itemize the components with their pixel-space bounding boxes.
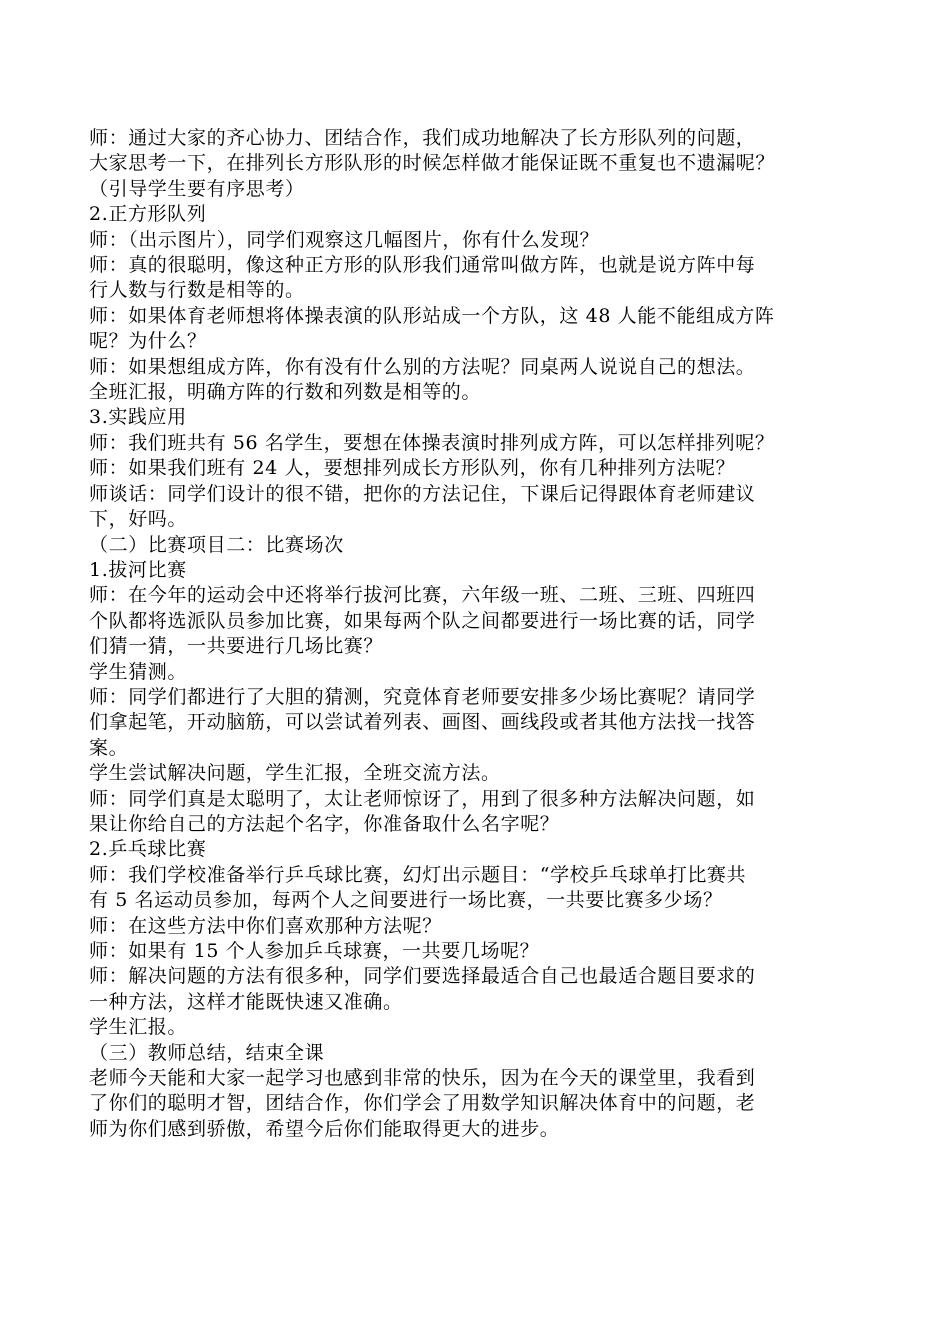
text-line: 学生汇报。 (89, 1016, 188, 1039)
text-line: 师：解决问题的方法有很多种，同学们要选择最适合自己也最适合题目要求的 (89, 965, 756, 988)
text-line: 师：通过大家的齐心协力、团结合作，我们成功地解决了长方形队列的问题， (89, 127, 756, 149)
section-heading: 2.乒乓球比赛 (89, 838, 207, 861)
text-line: 师：在这些方法中你们喜欢那种方法呢？ (89, 914, 442, 937)
text-line: 师：如果我们班有 24 人，要想排列成长方形队列，你有几种排列方法呢？ (89, 457, 736, 480)
text-line: 师：真的很聪明，像这种正方形的队形我们通常叫做方阵，也就是说方阵中每 (89, 254, 756, 277)
text-line: 师：如果体育老师想将体操表演的队形站成一个方队，这 48 人能不能组成方阵 (89, 304, 775, 327)
text-line: 师：我们班共有 56 名学生，要想在体操表演时排列成方阵，可以怎样排列呢？ (89, 431, 775, 454)
section-heading: （二）比赛项目二：比赛场次 (89, 533, 344, 556)
text-line: （引导学生要有序思考） (89, 177, 305, 200)
section-heading: （三）教师总结，结束全课 (89, 1041, 325, 1064)
text-line: 师：同学们真是太聪明了，太让老师惊讶了，用到了很多种方法解决问题，如 (89, 787, 756, 810)
text-line: 行人数与行数是相等的。 (89, 279, 305, 302)
text-line: 一种方法，这样才能既快速又准确。 (89, 990, 403, 1013)
text-line: 师谈话：同学们设计的很不错，把你的方法记住，下课后记得跟体育老师建议 (89, 482, 756, 505)
text-line: 个队都将选派队员参加比赛，如果每两个队之间都要进行一场比赛的话，同学 (89, 609, 756, 632)
text-line: 果让你给自己的方法起个名字，你准备取什么名字呢？ (89, 812, 560, 835)
text-line: 学生尝试解决问题，学生汇报，全班交流方法。 (89, 762, 501, 785)
text-line: 师：（出示图片），同学们观察这几幅图片，你有什么发现？ (89, 228, 600, 251)
text-line: 下，好吗。 (89, 508, 188, 531)
document-body (89, 126, 869, 1142)
section-heading: 2.正方形队列 (89, 203, 207, 226)
text-line: 呢？为什么？ (89, 330, 207, 353)
text-line: 有 5 名运动员参加，每两个人之间要进行一场比赛，一共要比赛多少场？ (89, 889, 723, 912)
text-line: 师为你们感到骄傲，希望今后你们能取得更大的进步。 (89, 1117, 560, 1140)
text-line: 全班汇报，明确方阵的行数和列数是相等的。 (89, 381, 482, 404)
section-heading: 3.实践应用 (89, 406, 187, 429)
text-line: 师：我们学校准备举行乒乓球比赛，幻灯出示题目：“学校乒乓球单打比赛共 (89, 863, 747, 886)
text-line: 师：在今年的运动会中还将举行拔河比赛，六年级一班、二班、三班、四班四 (89, 584, 756, 607)
text-line: 们猜一猜，一共要进行几场比赛？ (89, 635, 384, 658)
text-line: 大家思考一下，在排列长方形队形的时候怎样做才能保证既不重复也不遗漏呢？ (89, 152, 776, 175)
section-heading: 1.拔河比赛 (89, 558, 187, 581)
text-line: 们拿起笔，开动脑筋，可以尝试着列表、画图、画线段或者其他方法找一找答 (89, 711, 756, 734)
text-line: 师：如果想组成方阵，你有没有什么别的方法呢？同桌两人说说自己的想法。 (89, 355, 756, 378)
text-line: 案。 (89, 736, 129, 759)
text-line: 师：同学们都进行了大胆的猜测，究竟体育老师要安排多少场比赛呢？请同学 (89, 685, 756, 708)
text-line: 师：如果有 15 个人参加乒乓球赛，一共要几场呢？ (89, 940, 540, 962)
text-line: 学生猜测。 (89, 660, 188, 683)
text-line: 老师今天能和大家一起学习也感到非常的快乐，因为在今天的课堂里，我看到 (89, 1067, 756, 1090)
text-line: 了你们的聪明才智，团结合作，你们学会了用数学知识解决体育中的问题，老 (89, 1092, 756, 1115)
